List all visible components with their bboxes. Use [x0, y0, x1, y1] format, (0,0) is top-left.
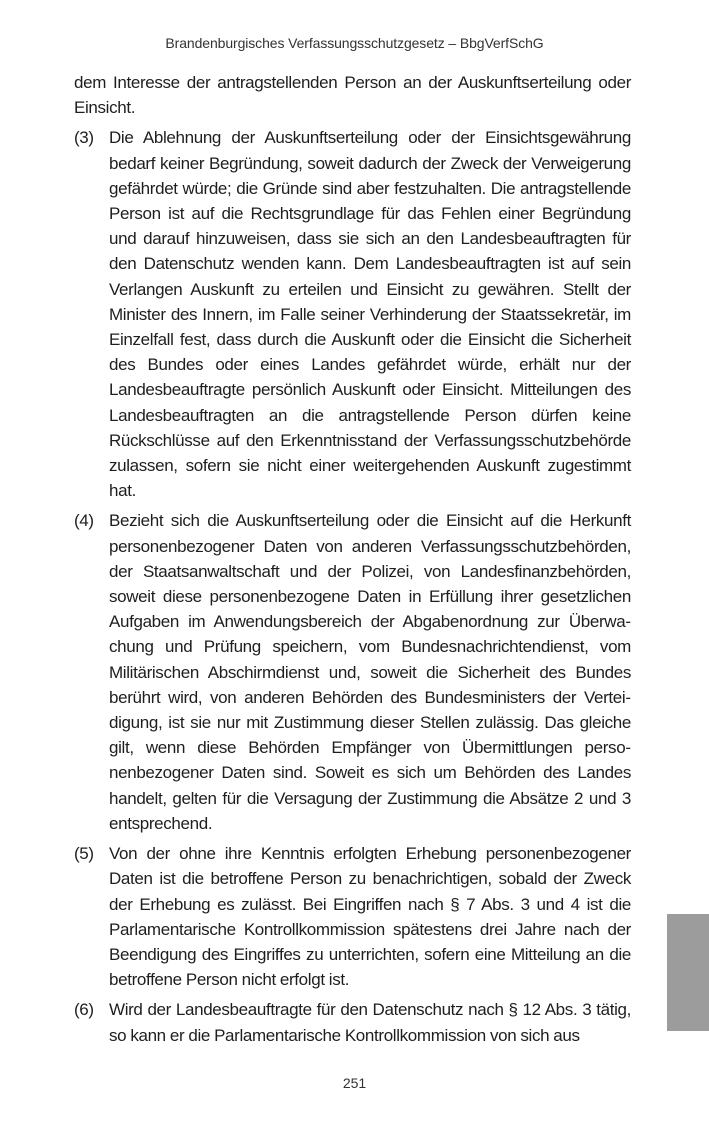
running-header: Brandenburgisches Verfassungsschutzgesetz – BbgVerfSchG	[165, 35, 544, 51]
chapter-thumb-tab	[667, 914, 709, 1031]
paragraph-number: (6)	[74, 1000, 94, 1020]
paragraph-6	[74, 997, 631, 1047]
intro-paragraph: dem Interesse der antragstellenden Person an der Auskunftserteilung oder Einsicht.	[74, 73, 631, 118]
paragraph-number: (5)	[74, 844, 94, 864]
paragraph-4	[74, 508, 631, 836]
paragraph-text: Bezieht sich die Auskunftserteilung oder die Einsicht auf die Herkunft personenbezogener Daten von anderen Verfassungsschutzbehörden, der Staatsanwaltschaft und der Polizei, von Landesfinanzbehörden, soweit diese personenbezogene Daten in Erfüllung ihrer gesetzlichen Aufgaben im Anwendungsbereich der Abgabenordnung zur Überwachung und Prüfung speichern, vom Bundesnachrichtendienst, vom Militärischen Abschirmdienst und, soweit die Sicherheit des Bundes berührt wird, von anderen Behörden des Bundesministers der Verteidigung, ist sie nur mit Zustimmung dieser Stellen zulässig. Das gleiche gilt, wenn diese Behörden Empfänger von Übermittlungen personenbezogener Daten sind. Soweit es sich um Behörden des Landes handelt, gelten für die Versagung der Zustimmung die Absätze 2 und 3 entsprechend.	[109, 511, 631, 833]
paragraph-text: Wird der Landesbeauftragte für den Datenschutz nach § 12 Abs. 3 tätig, so kann er die Parlamentarische Kontrollkommission von sich aus	[109, 1000, 631, 1045]
paragraph-number: (4)	[74, 511, 94, 531]
paragraph-5	[74, 841, 631, 992]
paragraph-number: (3)	[74, 128, 94, 148]
paragraph-3	[74, 125, 631, 503]
paragraph-text: Von der ohne ihre Kenntnis erfolgten Erhebung personenbezogener Daten ist die betroffene Person zu benachrichtigen, sobald der Zweck der Erhebung es zulässt. Bei Eingriffen nach § 7 Abs. 3 und 4 ist die Parlamentarische Kontrollkommission spätestens drei Jahre nach der Beendigung des Eingriffes zu unterrichten, sofern eine Mitteilung an die betroffene Person nicht erfolgt ist.	[109, 844, 631, 990]
page-body	[74, 70, 631, 1053]
paragraph-text: Die Ablehnung der Auskunftserteilung oder der Einsichtsgewährung bedarf keiner Begründung, soweit dadurch der Zweck der Verweigerung gefährdet würde; die Gründe sind aber festzuhalten. Die antragstellende Person ist auf die Rechtsgrundlage für das Fehlen einer Begründung und darauf hinzuweisen, dass sie sich an den Landesbeauftragten für den Datenschutz wenden kann. Dem Landesbeauftragten ist auf sein Verlangen Auskunft zu erteilen und Einsicht zu gewähren. Stellt der Minister des Innern, im Falle seiner Verhinderung der Staatssekretär, im Einzelfall fest, dass durch die Auskunft oder die Einsicht die Sicherheit des Bundes oder eines Landes gefährdet würde, erhält nur der Landesbeauftragte persönlich Auskunft oder Einsicht. Mitteilungen des Landesbeauftragten an die antragstellende Person dürfen keine Rückschlüsse auf den Erkenntnisstand der Verfassungsschutzbehörde zulassen, sofern sie nicht einer weitergehenden Auskunft zugestimmt hat.	[109, 128, 631, 501]
page-number: 251	[342, 1075, 367, 1091]
